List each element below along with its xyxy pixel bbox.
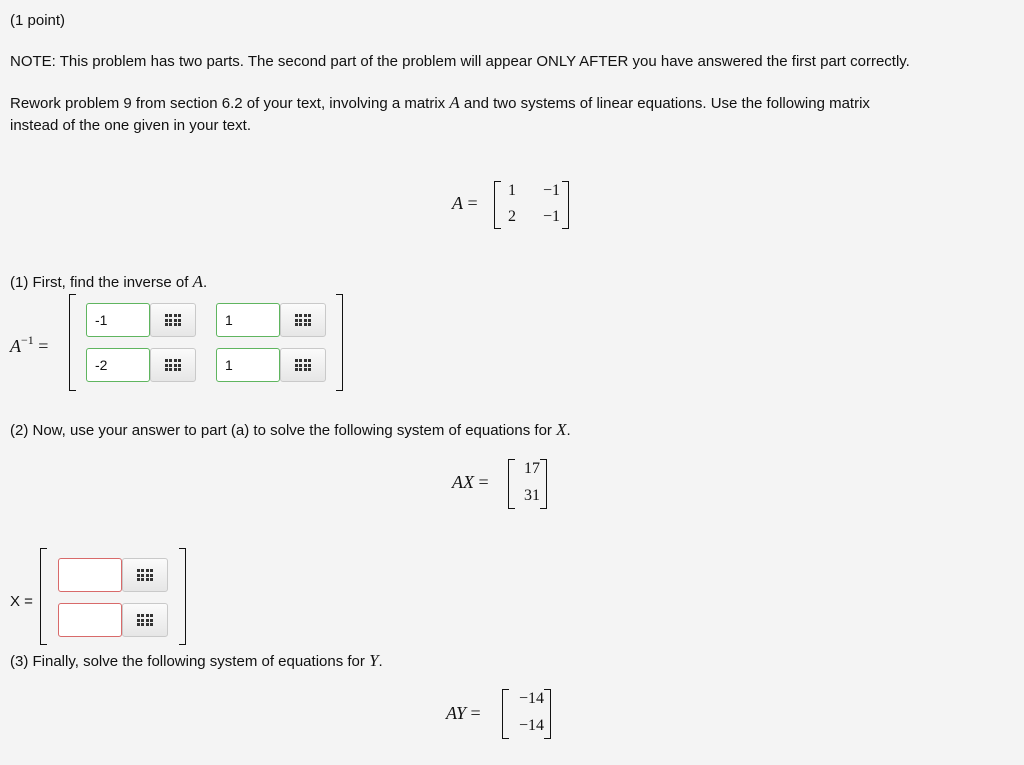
ay-rhs-cell: −14: [518, 717, 544, 734]
part3-text: (3) Finally, solve the following system of equations for: [10, 653, 370, 670]
instructions-text-a: Rework problem 9 from section 6.2 of your text, involving a matrix: [10, 95, 450, 112]
points-label: (1 point): [10, 12, 66, 29]
inverse-right-bracket: [336, 294, 343, 391]
part3-prompt: [10, 651, 383, 671]
ay-right-bracket: [544, 689, 551, 739]
ay-rhs-cell: −14: [518, 690, 544, 707]
keypad-icon: [295, 359, 312, 371]
x-input-row2[interactable]: [58, 603, 122, 637]
part1-prompt: [10, 272, 207, 292]
part2-period: .: [566, 422, 571, 439]
keypad-icon: [165, 359, 182, 371]
ax-rhs-cell: 31: [524, 487, 540, 504]
part2-prompt: [10, 420, 571, 440]
inverse-left-bracket: [69, 294, 76, 391]
instructions-text-b: and two systems of linear equations. Use the following matrix: [459, 95, 870, 112]
ay-lhs: AY: [446, 703, 467, 723]
part1-var: A: [192, 272, 203, 291]
keypad-button[interactable]: [122, 558, 168, 592]
part3-period: .: [378, 653, 383, 670]
keypad-button[interactable]: [280, 348, 326, 382]
x-left-bracket: [40, 548, 47, 645]
matrix-a-label: A: [452, 193, 463, 213]
part1-period: .: [202, 274, 208, 291]
matrix-a-right-bracket: [562, 181, 569, 229]
ax-rhs-cell: 17: [524, 460, 540, 477]
inverse-input-r2c1[interactable]: -2: [86, 348, 150, 382]
keypad-icon: [137, 569, 154, 581]
inverse-lhs-sup: −1: [21, 333, 34, 347]
matrix-a-left-bracket: [494, 181, 501, 229]
instructions-line2: instead of the one given in your text.: [10, 117, 251, 134]
instructions-var-a: A: [449, 93, 460, 112]
matrix-a-cell: −1: [542, 208, 560, 225]
keypad-button[interactable]: [150, 303, 196, 337]
ay-eq: =: [470, 703, 481, 723]
inverse-input-r1c2[interactable]: 1: [216, 303, 280, 337]
inverse-input-r1c1[interactable]: -1: [86, 303, 150, 337]
inverse-lhs-var: A: [10, 336, 21, 356]
matrix-a-cell: −1: [542, 182, 560, 199]
keypad-icon: [295, 314, 312, 326]
keypad-icon: [137, 614, 154, 626]
keypad-button[interactable]: [280, 303, 326, 337]
keypad-button[interactable]: [150, 348, 196, 382]
part2-text: (2) Now, use your answer to part (a) to solve the following system of equations for: [10, 422, 557, 439]
note-text: NOTE: This problem has two parts. The second part of the problem will appear ONLY AFTER you have answered the first part correctly.: [10, 53, 910, 70]
instructions-line1: [10, 93, 870, 113]
matrix-a-cell: 2: [508, 208, 516, 225]
part3-var: Y: [369, 651, 379, 670]
x-label: X =: [10, 593, 33, 610]
ax-eq: =: [478, 472, 489, 492]
ax-lhs: AX: [452, 472, 474, 492]
matrix-a-cell: 1: [508, 182, 516, 199]
keypad-icon: [165, 314, 182, 326]
ax-right-bracket: [540, 459, 547, 509]
inverse-lhs: [10, 333, 49, 357]
x-input-row1[interactable]: [58, 558, 122, 592]
inverse-lhs-eq: =: [38, 336, 49, 356]
matrix-a-eq: =: [467, 193, 478, 213]
inverse-input-r2c2[interactable]: 1: [216, 348, 280, 382]
x-right-bracket: [179, 548, 186, 645]
part2-var: X: [556, 420, 567, 439]
part1-text: (1) First, find the inverse of: [10, 274, 193, 291]
keypad-button[interactable]: [122, 603, 168, 637]
